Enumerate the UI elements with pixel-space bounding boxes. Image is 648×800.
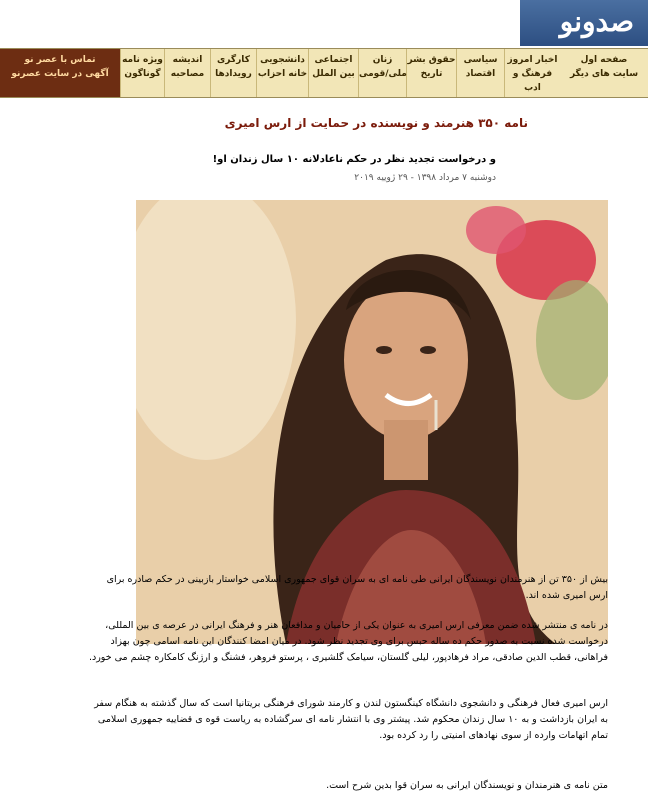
article-paragraph-4: متن نامه ی هنرمندان و نویسندگان ایرانی به سران قوا بدین شرح است. — [326, 780, 608, 791]
advertise-link[interactable]: آگهی در سایت عصرنو — [11, 69, 109, 79]
nav-item-national-ethnic[interactable]: ملی/قومی — [359, 69, 407, 79]
article-paragraph-1: بیش از ۳۵۰ تن از هنرمندان نویسندگان ایرانی طی نامه ای به سران قوای جمهوری اسلامی خواستار بازبینی در حکم صادره برای ارس امیری شده اند. — [106, 574, 608, 601]
nav-column-special — [120, 49, 164, 97]
article-subhead: و درخواست تجدید نظر در حکم ناعادلانه ۱۰ سال زندان او! — [212, 154, 496, 165]
nav-column-labor — [210, 49, 256, 97]
nav-column-human-rights — [406, 49, 456, 97]
nav-item-human-rights[interactable]: حقوق بشر — [407, 55, 456, 65]
nav-item-special-issue[interactable]: ویژه نامه — [122, 55, 163, 65]
site-logo[interactable] — [520, 0, 648, 46]
nav-column-home — [560, 49, 648, 97]
nav-column-thought — [164, 49, 210, 97]
main-navbar — [0, 48, 648, 98]
article-paragraph-2: در نامه ی منتشر شده ضمن معرفی ارس امیری به عنوان یکی از حامیان و مدافعان هنر و فرهنگ ایرانی در عرصه ی بین المللی، درخواست شده نسبت به صدور حکم ده ساله حبس برای وی تجدید نظر شود. در میان امضا کنندگان این نامه اسامی چون بهزاد فراهانی، قطب الدین صادقی، مراد فرهادپور، لیلی گلستان، سیامک گلشیری ، پرستو فروهر، فشنگ و ارژنگ کامکاره چشم می خورد. — [88, 620, 608, 663]
nav-item-todays-news[interactable]: اخبار امروز — [507, 55, 558, 65]
nav-column-social — [308, 49, 358, 97]
article — [0, 98, 648, 800]
nav-column-students — [256, 49, 308, 97]
article-paragraph-3: ارس امیری فعال فرهنگی و دانشجوی دانشگاه کینگستون لندن و کارمند شورای فرهنگی بریتانیا است که سال گذشته به هنگام سفر به ایران بازداشت و به ۱۰ سال زندان محکوم شد. پیشتر وی با انتشار نامه ای سرگشاده به ریاست قوه ی قضاییه جمهوری اسلامی تمام اتهامات وارده از سوی نهادهای امنیتی را رد کرده بود. — [94, 698, 608, 741]
nav-contact-block — [0, 49, 120, 97]
nav-item-parties[interactable]: خانه احزاب — [257, 69, 308, 79]
nav-item-women[interactable]: زنان — [372, 55, 393, 65]
article-dateline: دوشنبه ۷ مرداد ۱۳۹۸ - ۲۹ ژوییه ۲۰۱۹ — [354, 173, 496, 183]
article-headline: نامه ۳۵۰ هنرمند و نویسنده در حمایت از ارس امیری — [224, 116, 528, 130]
nav-item-students[interactable]: دانشجویی — [260, 55, 305, 65]
nav-column-women — [358, 49, 406, 97]
nav-item-events[interactable]: رویدادها — [215, 69, 252, 79]
nav-column-politics — [456, 49, 504, 97]
contact-link[interactable]: تماس با عصر نو — [24, 55, 96, 65]
nav-item-politics[interactable]: سیاسی — [463, 55, 498, 65]
nav-item-international[interactable]: بین الملل — [312, 69, 355, 79]
nav-item-literature[interactable]: ادب — [524, 83, 541, 93]
logo-text: صدونو — [559, 5, 634, 38]
nav-item-home[interactable]: صفحه اول — [580, 55, 628, 65]
nav-item-social[interactable]: اجتماعی — [314, 55, 353, 65]
nav-item-history[interactable]: تاریخ — [420, 69, 443, 79]
nav-item-other-sites[interactable]: سایت های دیگر — [569, 69, 639, 79]
nav-item-culture[interactable]: فرهنگ و — [512, 69, 553, 79]
top-banner — [0, 0, 648, 48]
nav-item-miscellaneous[interactable]: گوناگون — [124, 69, 161, 79]
nav-item-labor[interactable]: کارگری — [217, 55, 250, 65]
nav-item-thought[interactable]: اندیشه — [172, 55, 203, 65]
nav-item-interview[interactable]: مصاحبه — [170, 69, 205, 79]
nav-column-news — [504, 49, 560, 97]
nav-item-economy[interactable]: اقتصاد — [465, 69, 496, 79]
